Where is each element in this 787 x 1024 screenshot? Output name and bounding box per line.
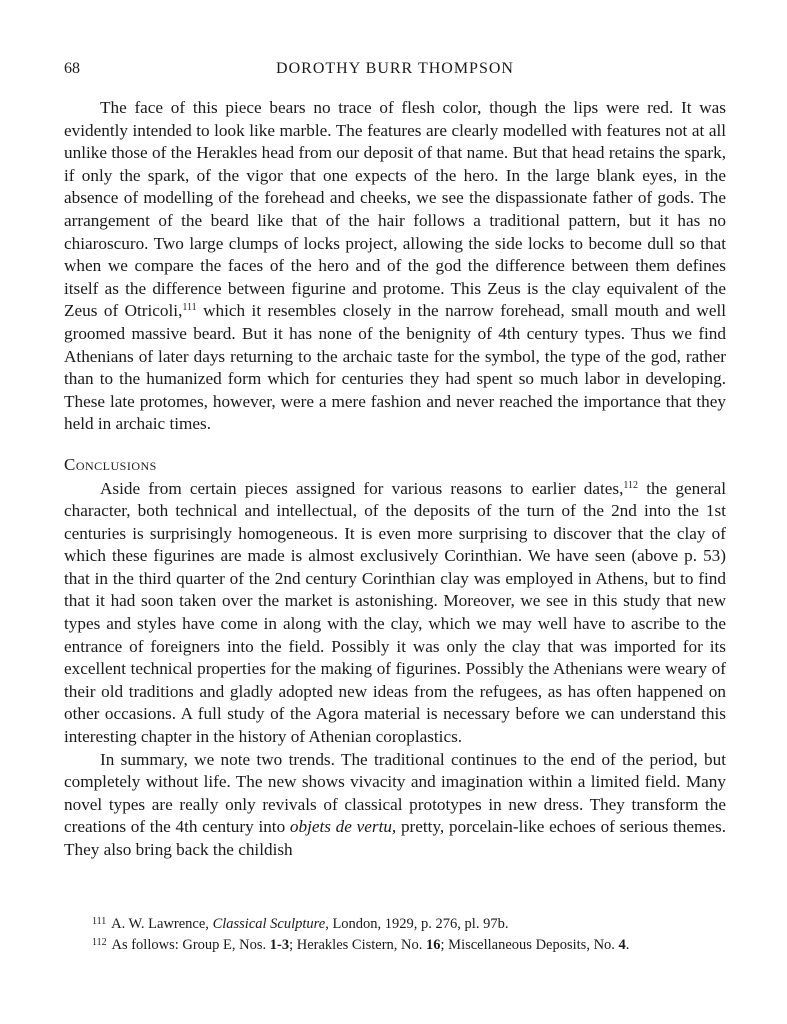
catalog-number: 1-3 (269, 936, 290, 953)
footnotes (64, 913, 726, 954)
catalog-number: 4 (618, 936, 626, 953)
paragraph-text-cont: pretty, porcelain-like echoes of serious themes. They also bring back the childish (64, 817, 727, 859)
footnote-text: ; Miscellaneous Deposits, No. (440, 936, 619, 953)
paragraph-text: In summary, we note two trends. The traditional continues to the end of the period, but completely without life. The new shows vivacity and imagination within a limited field. Many novel types are really only revivals of classical prototypes in new dress. They transform the creations of the 4th century into (64, 749, 726, 837)
paragraph-text: The face of this piece bears no trace of flesh color, though the lips were red. It was evidently intended to look like marble. The features are clearly modelled with features not at all unlike those of the Herakles head from our deposit of that name. But that head retains the spark, if only the spark, of the vigor that one expects of the hero. In the large blank eyes, in the absence of modelling of the forehead and cheeks, we see the dispassionate father of gods. The arrangement of the beard like that of the hair follows a traditional pattern, but it has no chiaroscuro. Two large clumps of locks project, allowing the side locks to become dull so that when we compare the faces of the hero and of the god the difference between them defines itself as the difference between figurine and protome. This Zeus is the clay equivalent of the Zeus of Otricoli, (64, 98, 726, 321)
body-text (64, 97, 726, 862)
paragraph-summary (64, 749, 726, 862)
page-header (64, 60, 726, 84)
italic-phrase: objets de vertu, (289, 817, 397, 837)
footnote-number: 112 (92, 936, 107, 948)
paragraph-text-cont: the general character, both technical and intellectual, of the deposits of the turn of the 2nd into the 1st centuries is surprisingly homogeneous. It is even more surprising to discover that the clay of which these figurines are made is almost exclusively Corinthian. We have seen (above p. 53) that in the third quarter of the 2nd century Corinthian clay was employed in Athens, but to find that it had soon taken over the market is astonishing. Moreover, we see in this study that new types and styles have come in along with the clay, which we may well have to ascribe to the entrance of foreigners into the field. Possibly it was only the clay that was imported for its excellent technical properties for the making of figurines. Possibly the Athenians were weary of their old traditions and gladly adopted new ideas from the refugees, as has often happened on other occasions. A full study of the Agora material is necessary before we can understand this interesting chapter in the history of Athenian coroplastics. (64, 478, 726, 747)
paragraph-conclusions (64, 478, 726, 749)
catalog-number: 16 (426, 936, 441, 953)
footnote-112 (64, 934, 726, 955)
footnote-ref-112: 112 (623, 479, 639, 491)
footnote-111 (64, 913, 726, 934)
paragraph-text: Aside from certain pieces assigned for various reasons to earlier dates, (100, 478, 624, 498)
footnote-text: , London, 1929, p. 276, pl. 97b. (325, 916, 509, 932)
page-number: 68 (64, 60, 80, 77)
paragraph-text-cont: which it resembles closely in the narrow forehead, small mouth and well groomed massive beard. But it has none of the benignity of 4th century types. Thus we find Athenians of later days returning to the archaic taste for the symbol, the type of the god, rather than to the humanized form which for centuries they had spent so much labor in developing. These late protomes, however, were a mere fashion and never reached the importance that they held in archaic times. (64, 301, 726, 434)
footnote-text: As follows: Group E, Nos. (111, 936, 270, 953)
footnote-number: 111 (92, 916, 107, 927)
footnote-text: ; Herakles Cistern, No. (289, 936, 427, 953)
paragraph-zeus-protome (64, 97, 726, 436)
footnote-text: . (625, 936, 630, 953)
footnote-text: A. W. Lawrence, (111, 916, 213, 932)
section-heading-conclusions: Conclusions (64, 454, 157, 474)
running-head: DOROTHY BURR THOMPSON (276, 60, 514, 77)
footnote-title: Classical Sculpture (212, 916, 326, 932)
footnote-ref-111: 111 (182, 302, 197, 314)
